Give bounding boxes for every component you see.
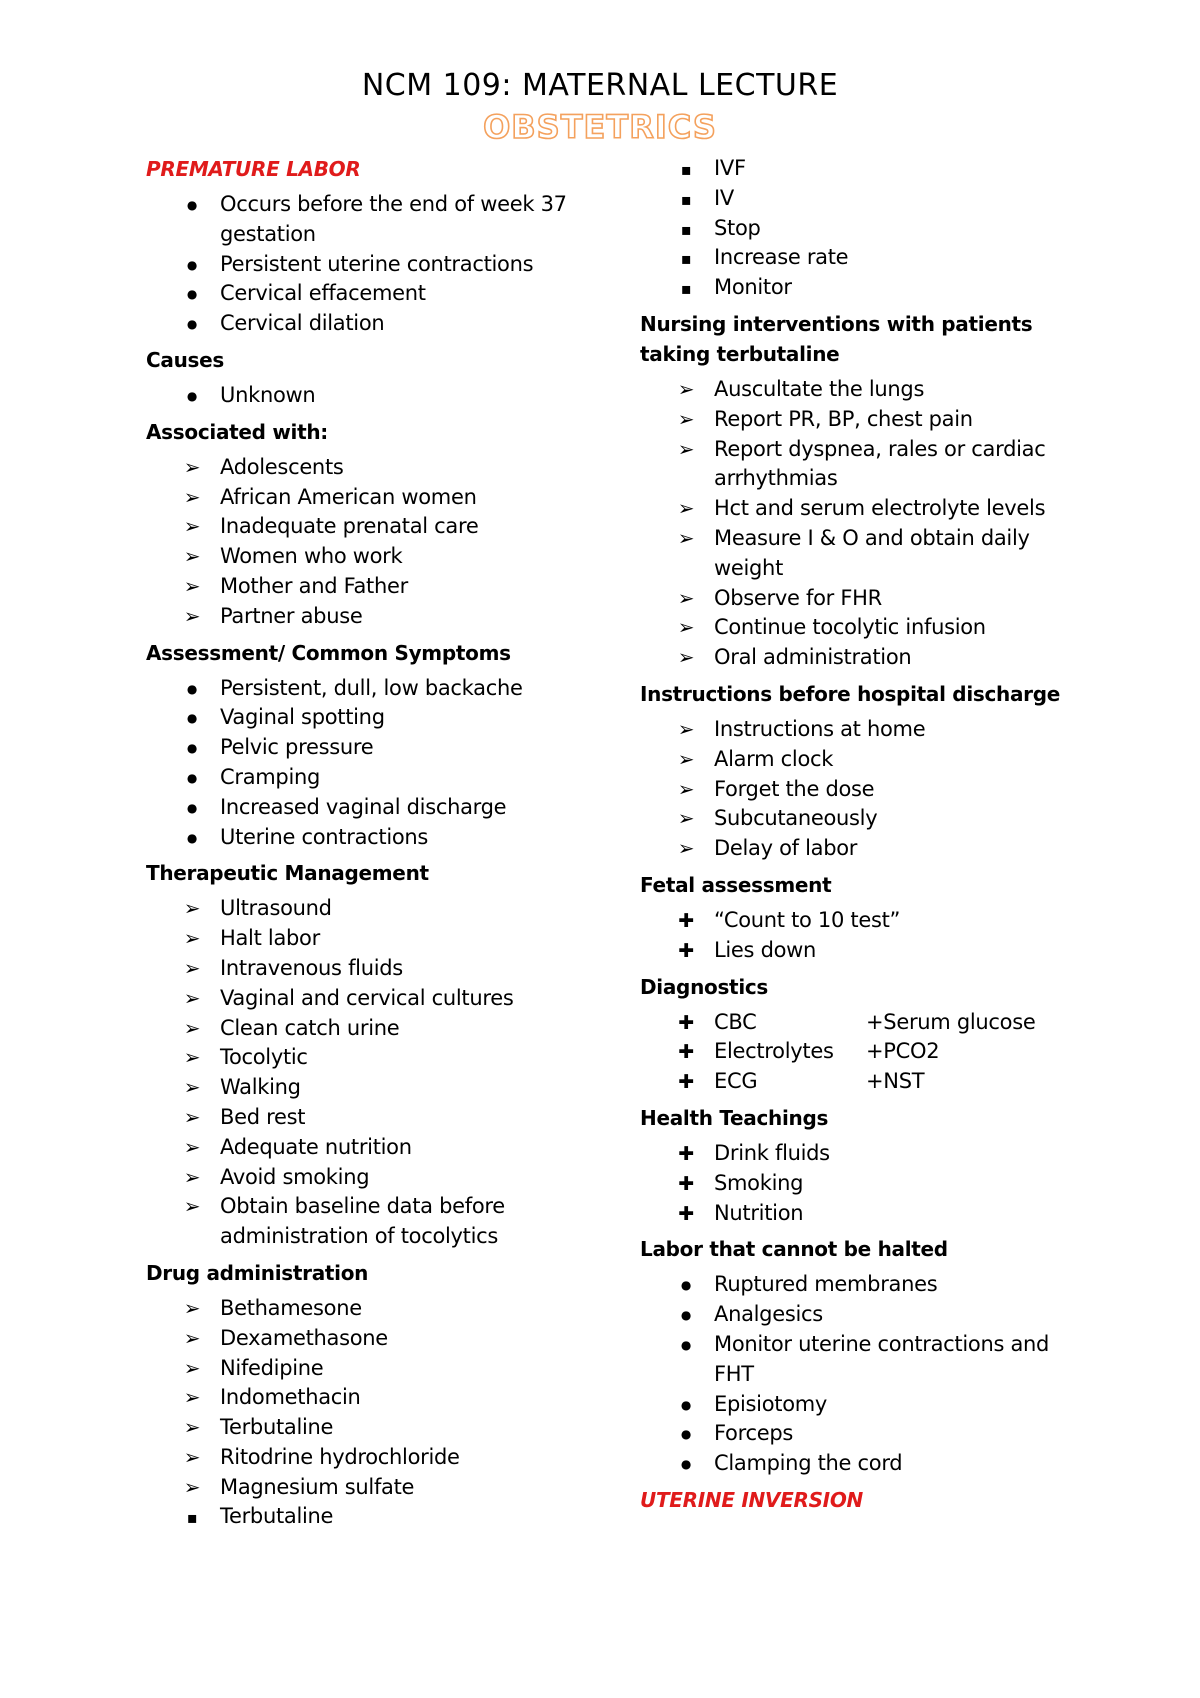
- arrow-bullet-icon: [180, 1324, 204, 1354]
- list-item: [146, 381, 616, 411]
- arrow-bullet-icon: [180, 542, 204, 572]
- section-heading-therapeutic-management: Therapeutic Management: [146, 861, 429, 886]
- list-item-text: Bed rest: [220, 1104, 306, 1129]
- list-item-text: Episiotomy: [714, 1391, 828, 1416]
- list-item: [640, 273, 1080, 303]
- list-item: [640, 775, 1080, 805]
- list-item-text: Unknown: [220, 382, 316, 407]
- list-item: [640, 214, 1080, 244]
- list-item: [640, 1300, 1080, 1330]
- list-item: [146, 1443, 616, 1473]
- arrow-bullet-icon: [674, 405, 698, 435]
- list-item-text: Pelvic pressure: [220, 735, 374, 760]
- list-item: [640, 1390, 1080, 1420]
- list-item-second-text: +NST: [866, 1069, 925, 1094]
- square-bullet-icon: [674, 214, 698, 245]
- list-item-text: Monitor uterine contractions and FHT: [714, 1331, 1050, 1386]
- section-list: [640, 715, 1080, 864]
- list-item-text: Obtain baseline data before administration of tocolytics: [220, 1194, 505, 1249]
- arrow-bullet-icon: [674, 834, 698, 864]
- section-list: [146, 190, 616, 339]
- list-item: [640, 243, 1080, 273]
- list-item: [640, 1008, 1080, 1038]
- list-item-text: Tocolytic: [220, 1045, 308, 1070]
- section-heading-labor-that-cannot-be-halted: Labor that cannot be halted: [640, 1237, 948, 1262]
- list-item-text: Inadequate prenatal care: [220, 514, 479, 539]
- list-item-text: Forceps: [714, 1421, 793, 1446]
- list-item-text: Walking: [220, 1075, 301, 1100]
- list-item-text: Mother and Father: [220, 573, 408, 598]
- list-item: [146, 1103, 616, 1133]
- list-item-text: Hct and serum electrolyte levels: [714, 496, 1046, 521]
- section-list: [146, 381, 616, 411]
- arrow-bullet-icon: [180, 602, 204, 632]
- list-item-text: Ritodrine hydrochloride: [220, 1444, 460, 1469]
- page-title: NCM 109: MATERNAL LECTURE: [361, 68, 839, 103]
- section-heading-health-teachings: Health Teachings: [640, 1105, 829, 1130]
- arrow-bullet-icon: [674, 643, 698, 673]
- list-item-text: Cervical effacement: [220, 281, 426, 306]
- list-item: [146, 1043, 616, 1073]
- dot-bullet-icon: [180, 703, 204, 736]
- list-item: [640, 1169, 1080, 1199]
- list-item-text: CBC: [714, 1009, 757, 1034]
- arrow-bullet-icon: [180, 954, 204, 984]
- arrow-bullet-icon: [674, 435, 698, 465]
- list-item-text: Drink fluids: [714, 1140, 830, 1165]
- list-item: [146, 733, 616, 763]
- arrow-bullet-icon: [180, 1354, 204, 1384]
- list-item: [146, 572, 616, 602]
- arrow-bullet-icon: [674, 613, 698, 643]
- arrow-bullet-icon: [180, 1014, 204, 1044]
- list-item: [640, 715, 1080, 745]
- list-item: [640, 936, 1080, 966]
- list-item-text: Clean catch urine: [220, 1015, 400, 1040]
- list-item-text: Ultrasound: [220, 896, 332, 921]
- section-list: [146, 453, 616, 632]
- section-heading-premature-labor: PREMATURE LABOR: [146, 157, 361, 181]
- plus-bullet-icon: [674, 1199, 698, 1230]
- section-heading-associated-with: Associated with:: [146, 419, 328, 444]
- list-item-text: IV: [714, 185, 734, 210]
- square-bullet-icon: [180, 1502, 204, 1533]
- section-list: [146, 1294, 616, 1532]
- list-item: [146, 1413, 616, 1443]
- list-item-text: Lies down: [714, 937, 817, 962]
- section-list: [146, 894, 616, 1252]
- list-item-text: Terbutaline: [220, 1504, 334, 1529]
- list-item: [146, 279, 616, 309]
- list-item: [640, 906, 1080, 936]
- section-heading-instructions-before-hospital-discharge: Instructions before hospital discharge: [640, 681, 1061, 706]
- list-item: [640, 1037, 1080, 1067]
- arrow-bullet-icon: [180, 984, 204, 1014]
- list-item: [146, 453, 616, 483]
- list-item-text: Intravenous fluids: [220, 955, 403, 980]
- list-item-text: Uterine contractions: [220, 824, 429, 849]
- arrow-bullet-icon: [180, 1073, 204, 1103]
- dot-bullet-icon: [180, 793, 204, 826]
- arrow-bullet-icon: [180, 924, 204, 954]
- list-item: [146, 954, 616, 984]
- section-heading-causes: Causes: [146, 347, 224, 372]
- list-item-text: IVF: [714, 156, 746, 180]
- section-list: [640, 375, 1080, 673]
- list-item-text: Auscultate the lungs: [714, 376, 925, 401]
- list-item-text: Adequate nutrition: [220, 1134, 412, 1159]
- list-item: [146, 1192, 616, 1252]
- arrow-bullet-icon: [180, 1133, 204, 1163]
- list-item: [146, 894, 616, 924]
- section-heading-diagnostics: Diagnostics: [640, 974, 769, 999]
- list-item: [146, 1073, 616, 1103]
- arrow-bullet-icon: [674, 775, 698, 805]
- list-item: [146, 483, 616, 513]
- dot-bullet-icon: [180, 381, 204, 414]
- arrow-bullet-icon: [674, 804, 698, 834]
- right-column: [640, 154, 1080, 1521]
- list-item-text: Cervical dilation: [220, 311, 385, 336]
- arrow-bullet-icon: [180, 1103, 204, 1133]
- list-item-text: Persistent, dull, low backache: [220, 675, 523, 700]
- dot-bullet-icon: [180, 190, 204, 223]
- list-item-text: Measure I & O and obtain daily weight: [714, 525, 1030, 580]
- list-item: [640, 1330, 1080, 1390]
- list-item: [146, 703, 616, 733]
- list-item: [640, 1199, 1080, 1229]
- list-item-text: Delay of labor: [714, 836, 858, 861]
- arrow-bullet-icon: [674, 715, 698, 745]
- list-item-text: Adolescents: [220, 454, 344, 479]
- list-item: [640, 643, 1080, 673]
- arrow-bullet-icon: [180, 894, 204, 924]
- list-item: [640, 804, 1080, 834]
- list-item: [640, 745, 1080, 775]
- list-item-text: Observe for FHR: [714, 585, 882, 610]
- plus-bullet-icon: [674, 1008, 698, 1039]
- arrow-bullet-icon: [180, 1294, 204, 1324]
- list-item: [146, 250, 616, 280]
- list-item-text: Increased vaginal discharge: [220, 794, 507, 819]
- plus-bullet-icon: [674, 906, 698, 937]
- list-item-text: Stop: [714, 215, 761, 240]
- square-bullet-icon: [674, 154, 698, 185]
- list-item: [146, 512, 616, 542]
- dot-bullet-icon: [180, 250, 204, 283]
- dot-bullet-icon: [674, 1330, 698, 1363]
- dot-bullet-icon: [180, 674, 204, 707]
- section-heading-drug-administration: Drug administration: [146, 1260, 369, 1285]
- list-item: [640, 524, 1080, 584]
- arrow-bullet-icon: [180, 1163, 204, 1193]
- square-bullet-icon: [674, 273, 698, 304]
- arrow-bullet-icon: [180, 453, 204, 483]
- plus-bullet-icon: [674, 1037, 698, 1068]
- list-item-text: Smoking: [714, 1170, 804, 1195]
- page-subtitle: OBSTETRICS: [483, 108, 717, 146]
- plus-bullet-icon: [674, 1169, 698, 1200]
- list-item-text: Electrolytes: [714, 1039, 834, 1064]
- list-item-text: Clamping the cord: [714, 1451, 903, 1476]
- list-item: [146, 602, 616, 632]
- list-item-text: Monitor: [714, 275, 792, 300]
- list-item-second-text: +Serum glucose: [866, 1009, 1036, 1034]
- square-bullet-icon: [674, 243, 698, 274]
- list-item-second-text: +PCO2: [866, 1039, 940, 1064]
- list-item-text: Cramping: [220, 764, 321, 789]
- arrow-bullet-icon: [180, 1413, 204, 1443]
- list-item: [146, 793, 616, 823]
- list-item: [640, 405, 1080, 435]
- list-item: [640, 184, 1080, 214]
- list-item-text: Subcutaneously: [714, 806, 878, 831]
- dot-bullet-icon: [180, 763, 204, 796]
- list-item-text: Analgesics: [714, 1302, 823, 1327]
- dot-bullet-icon: [180, 279, 204, 312]
- dot-bullet-icon: [180, 823, 204, 856]
- list-item-text: Report dyspnea, rales or cardiac arrhythmias: [714, 436, 1046, 491]
- list-item: [146, 1014, 616, 1044]
- arrow-bullet-icon: [674, 494, 698, 524]
- list-item-text: Bethamesone: [220, 1295, 362, 1320]
- list-item-text: Nifedipine: [220, 1355, 324, 1380]
- arrow-bullet-icon: [180, 1192, 204, 1222]
- arrow-bullet-icon: [180, 483, 204, 513]
- list-item: [640, 154, 1080, 184]
- list-item: [640, 834, 1080, 864]
- list-item: [146, 984, 616, 1014]
- list-item: [640, 1270, 1080, 1300]
- dot-bullet-icon: [674, 1449, 698, 1482]
- list-item-text: Occurs before the end of week 37 gestation: [220, 192, 567, 246]
- list-item: [146, 1383, 616, 1413]
- plus-bullet-icon: [674, 1067, 698, 1098]
- list-item-text: Magnesium sulfate: [220, 1474, 415, 1499]
- arrow-bullet-icon: [180, 1473, 204, 1503]
- list-item: [146, 190, 616, 250]
- list-item: [146, 1502, 616, 1532]
- list-item-text: Persistent uterine contractions: [220, 251, 534, 276]
- list-item: [640, 1419, 1080, 1449]
- arrow-bullet-icon: [180, 1383, 204, 1413]
- arrow-bullet-icon: [180, 512, 204, 542]
- list-item-text: Indomethacin: [220, 1385, 361, 1410]
- left-column: [146, 154, 616, 1538]
- list-item-text: Vaginal and cervical cultures: [220, 985, 514, 1010]
- list-item: [146, 542, 616, 572]
- list-item: [146, 1354, 616, 1384]
- section-list: [640, 906, 1080, 966]
- list-item-text: Increase rate: [714, 245, 849, 270]
- list-item-text: Oral administration: [714, 645, 912, 670]
- section-list: [640, 1270, 1080, 1479]
- plus-bullet-icon: [674, 1139, 698, 1170]
- list-item: [640, 1139, 1080, 1169]
- list-item-text: Women who work: [220, 544, 403, 569]
- dot-bullet-icon: [180, 733, 204, 766]
- arrow-bullet-icon: [674, 375, 698, 405]
- list-item-text: Forget the dose: [714, 776, 875, 801]
- list-item-text: Avoid smoking: [220, 1164, 370, 1189]
- arrow-bullet-icon: [180, 1443, 204, 1473]
- list-item: [146, 309, 616, 339]
- square-bullet-icon: [674, 184, 698, 215]
- list-item-text: Continue tocolytic infusion: [714, 615, 986, 640]
- list-item: [146, 1324, 616, 1354]
- list-item: [146, 1133, 616, 1163]
- list-item: [146, 674, 616, 704]
- list-item: [640, 1067, 1080, 1097]
- list-item: [640, 375, 1080, 405]
- section-heading-assessment-common-symptoms: Assessment/ Common Symptoms: [146, 640, 511, 665]
- dot-bullet-icon: [674, 1270, 698, 1303]
- section-heading-fetal-assessment: Fetal assessment: [640, 872, 832, 897]
- list-item-text: Halt labor: [220, 926, 320, 951]
- list-item-text: Nutrition: [714, 1200, 804, 1225]
- section-list: [640, 1139, 1080, 1228]
- section-list: [146, 674, 616, 853]
- arrow-bullet-icon: [180, 572, 204, 602]
- list-item-text: Alarm clock: [714, 746, 834, 771]
- list-item: [640, 613, 1080, 643]
- section-heading-uterine-inversion: UTERINE INVERSION: [640, 1487, 863, 1512]
- list-item: [640, 584, 1080, 614]
- list-item-text: Dexamethasone: [220, 1325, 388, 1350]
- list-item-text: African American women: [220, 484, 477, 509]
- list-item: [146, 823, 616, 853]
- arrow-bullet-icon: [674, 584, 698, 614]
- section-list: [640, 1008, 1080, 1097]
- list-item: [640, 1449, 1080, 1479]
- dot-bullet-icon: [674, 1390, 698, 1423]
- list-item-text: Instructions at home: [714, 716, 926, 741]
- list-item-text: Partner abuse: [220, 603, 363, 628]
- list-item-text: Vaginal spotting: [220, 705, 385, 730]
- section-list: [640, 154, 1080, 303]
- plus-bullet-icon: [674, 936, 698, 967]
- section-heading-nursing-interventions-with-patients-taki: Nursing interventions with patients taking terbutaline: [640, 311, 1033, 366]
- arrow-bullet-icon: [180, 1043, 204, 1073]
- list-item: [146, 924, 616, 954]
- list-item: [146, 763, 616, 793]
- list-item: [640, 435, 1080, 495]
- list-item-text: Terbutaline: [220, 1415, 334, 1440]
- list-item: [146, 1294, 616, 1324]
- dot-bullet-icon: [674, 1300, 698, 1333]
- list-item: [146, 1473, 616, 1503]
- list-item: [146, 1163, 616, 1193]
- arrow-bullet-icon: [674, 745, 698, 775]
- list-item: [640, 494, 1080, 524]
- list-item-text: Report PR, BP, chest pain: [714, 406, 973, 431]
- dot-bullet-icon: [674, 1419, 698, 1452]
- arrow-bullet-icon: [674, 524, 698, 554]
- list-item-text: Ruptured membranes: [714, 1272, 938, 1297]
- dot-bullet-icon: [180, 309, 204, 342]
- list-item-text: ECG: [714, 1069, 758, 1094]
- list-item-text: “Count to 10 test”: [714, 907, 901, 932]
